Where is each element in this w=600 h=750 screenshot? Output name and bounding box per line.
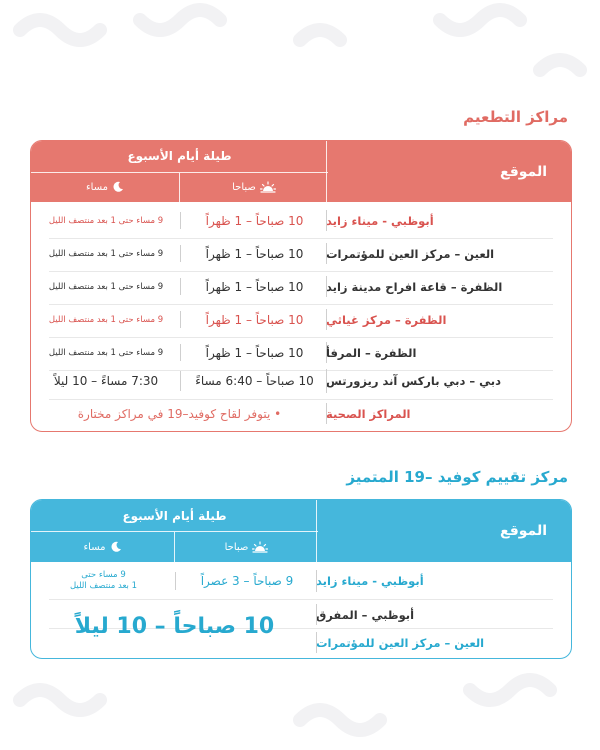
section-title-assessment-center: مركز تقييم كوفيد –19 المتميز <box>346 468 568 486</box>
morning-hours: 10 صباحاً – 1 ظهراً <box>205 246 304 261</box>
header-location: الموقع <box>326 141 571 202</box>
morning-hours: 9 صباحاً – 3 عصراً <box>200 574 294 588</box>
evening-hours: 9 مساء حتى 1 بعد منتصف الليل <box>31 237 181 270</box>
header-evening: مساء <box>31 532 174 562</box>
evening-hours: 7:30 مساءً – 10 ليلاً <box>31 363 181 399</box>
location-cell: العين – مركز العين للمؤتمرات <box>326 237 571 270</box>
location-cell: أبوظبي - ميناء زايد <box>326 204 571 237</box>
header-week-hours: طيلة أيام الأسبوع <box>31 500 318 532</box>
table-header <box>31 141 571 202</box>
evening-hours: 9 مساء حتى 1 بعد منتصف الليل <box>31 564 176 598</box>
header-week-hours: طيلة أيام الأسبوع <box>31 141 328 173</box>
table-row <box>31 204 571 237</box>
evening-hours: 9 مساء حتى 1 بعد منتصف الليل <box>31 270 181 303</box>
morning-hours: 10 صباحاً – 1 ظهراً <box>205 279 304 294</box>
header-evening: مساء <box>31 173 179 202</box>
moon-icon <box>110 541 122 553</box>
combined-hours: 10 صباحاً – 10 ليلاً <box>74 613 275 639</box>
header-morning: صباحا <box>179 173 328 202</box>
location-cell: أبوظبي - ميناء زايد <box>316 564 571 598</box>
vaccination-centers-table <box>30 140 572 432</box>
assessment-center-table <box>30 499 572 659</box>
location-cell: أبوظبي – المفرق <box>316 598 571 631</box>
evening-hours: 9 مساء حتى 1 بعد منتصف الليل <box>31 204 181 237</box>
location-cell: الظفرة – مركز غياثي <box>326 303 571 336</box>
moon-icon <box>112 181 124 193</box>
table-row <box>31 237 571 270</box>
table-row <box>31 270 571 303</box>
location-cell: الظفرة – قاعة افراح مدينة زايد <box>326 270 571 303</box>
sun-icon <box>252 541 268 553</box>
morning-hours: 10 صباحاً – 6:40 مساءً <box>195 374 314 388</box>
location-cell: الظفرة – المرفأ <box>326 336 571 369</box>
section-title-vaccination-centers: مراكز التطعيم <box>463 108 568 126</box>
morning-hours: 10 صباحاً – 1 ظهراً <box>205 213 304 228</box>
evening-hours: 9 مساء حتى 1 بعد منتصف الليل <box>31 303 181 336</box>
vaccine-availability-note: • يتوفر لقاح كوفيد–19 في مراكز مختارة <box>77 406 282 421</box>
table-row <box>31 363 571 399</box>
table-row <box>31 303 571 336</box>
table-row <box>31 564 571 598</box>
location-cell: دبي – دبي باركس آند ريزورتس <box>326 363 571 399</box>
evening-hours: 9 مساء حتى 1 بعد منتصف الليل <box>31 336 181 369</box>
location-cell: العين – مركز العين للمؤتمرات <box>316 626 571 659</box>
sun-icon <box>260 181 276 193</box>
header-morning: صباحا <box>174 532 318 562</box>
location-cell: المراكز الصحية <box>326 397 571 430</box>
morning-hours: 10 صباحاً – 1 ظهراً <box>205 345 304 360</box>
morning-hours: 10 صباحاً – 1 ظهراً <box>205 312 304 327</box>
header-location: الموقع <box>316 500 571 562</box>
table-row-health-centers <box>31 397 571 430</box>
table-header <box>31 500 571 562</box>
